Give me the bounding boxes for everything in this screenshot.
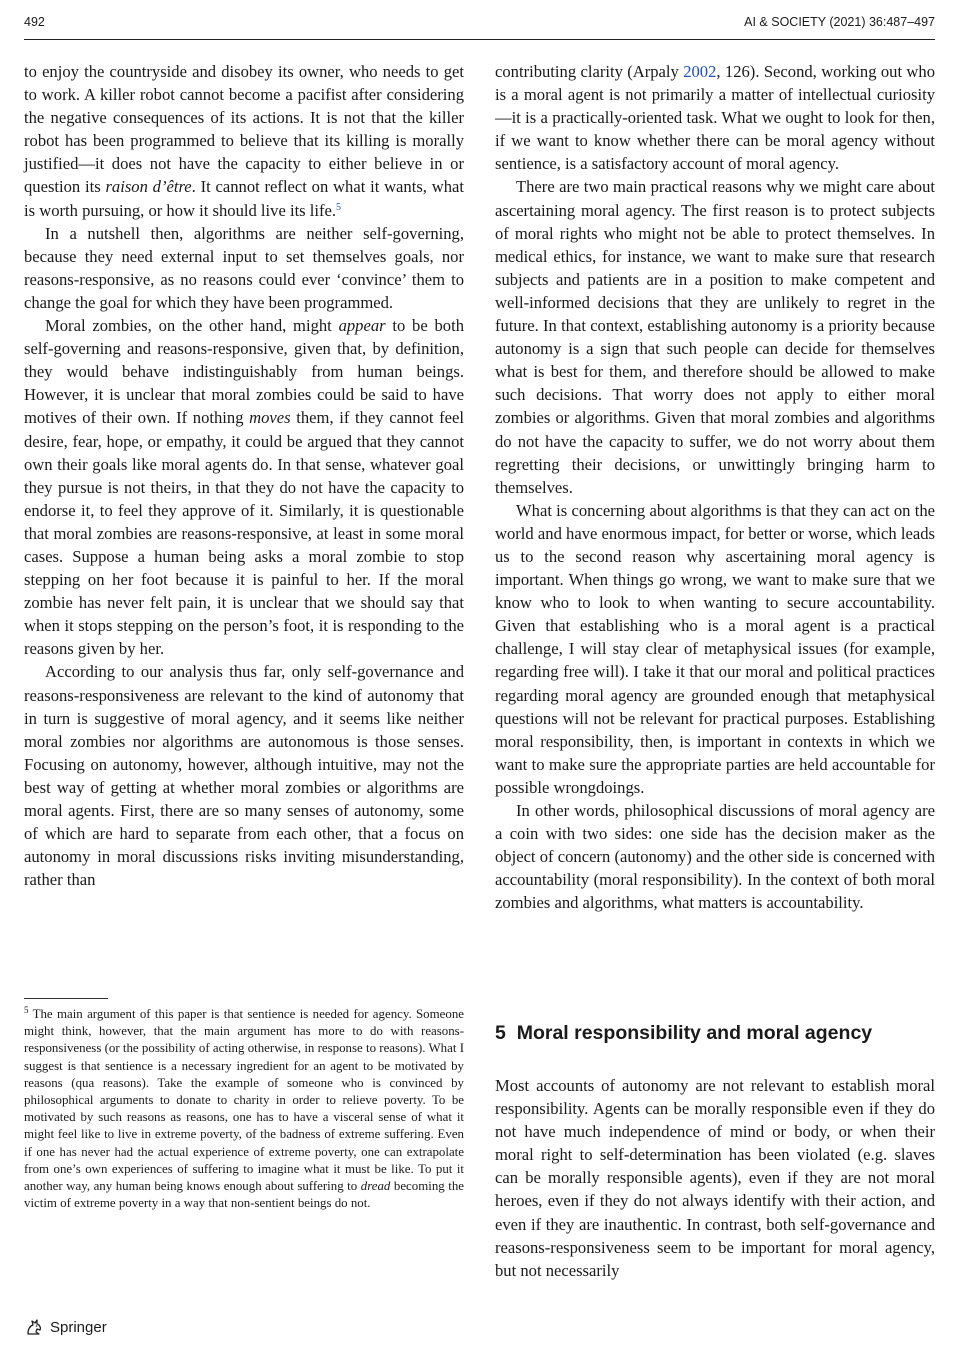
paragraph: Moral zombies, on the other hand, might appear to be both self-governing and reasons-responsive, given that, by definition, they would behave indistinguishably from human beings. However, it is unclear that moral zombies could be said to have motives of their own. If nothing moves them, if they cannot feel desire, fear, hope, or empathy, it could be argued that they cannot own their goals like moral agents do. In that sense, whatever goal they pursue is not theirs, in that they do not have the capacity to endorse it, to feel they approve of it. Similarly, it is questionable that moral zombies are reasons-responsive, at least in some moral cases. Suppose a human being asks a moral zombie to stop stepping on her foot because it is painful to her. If the moral zombie has never felt pain, it is unclear that we should say that when it stops stepping on the person’s foot, it is responding to the reasons given by her.	[24, 316, 464, 659]
paragraph: to enjoy the countryside and disobey its owner, who needs to get to work. A killer robot cannot become a pacifist after considering the negative consequences of its actions. It is not that the killer robot has been programmed to believe that its killing is morally justified—it does not have the capacity to either believe in or question its raison d’être. It cannot reflect on what it wants, what is worth pursuing, or how it should live its life.$^5$	[24, 62, 464, 220]
paragraph: There are two main practical reasons why we might care about ascertaining moral agency. The first reason is to protect subjects of moral rights who might not be able to protect themselves. In medical ethics, for instance, we want to make sure that research subjects and patients are in a position to make competent and well-informed decisions that they are unlikely to regret in the future. In that context, establishing autonomy is a priority because autonomy is a sign that such people can decide for themselves what is best for them, and therefore should be allowed to make such decisions. That worry does not apply to either moral zombies or algorithms. Given that moral zombies and algorithms do not have the capacity to suffer, we do not worry about them regretting their decisions, or unwittingly bringing harm to themselves.	[495, 177, 935, 497]
paragraph: In other words, philosophical discussions of moral agency are a coin with two sides: one side has the decision maker as the object of concern (autonomy) and the other side is concerned with accountability (moral responsibility). In the context of both moral zombies and algorithms, what matters is accountability.	[495, 801, 935, 913]
citation-link[interactable]: 2002	[683, 62, 717, 81]
paragraph: Most accounts of autonomy are not relevant to establish moral responsibility. Agents can be morally responsible even if they do not have much independence of mind or body, or when their moral right to self-determination has been violated (e.g. slaves can be morally responsible agents), even if they are not moral heroes, even if they do not always identify with their action, and even if they are inauthentic. In contrast, both self-governance and reasons-responsiveness seem to be important for moral agency, but not necessarily	[495, 1076, 935, 1280]
footnote: $^5$ The main argument of this paper is that sentience is needed for agency. Someone might think, however, that the main argument has more to do with reasons-responsiveness (or the possibility of acting otherwise, in response to reasons). What I suggest is that sentience is a necessary ingredient for an agent to be motivated by reasons (qua reasons). Take the example of someone who is convinced by philosophical arguments to donate to charity in order to relieve poverty. To be motivated by such reasons as reasons, one has to have a visceral sense of what it might feel like to live in extreme poverty, of the badness of extreme suffering. Even if one has never had the actual experience of extreme poverty, one can extrapolate from one’s own experiences of suffering to imagine what it must be like. To put it another way, any human being knows enough about suffering to dread becoming the victim of extreme poverty in a way that non-sentient beings do not.	[24, 1005, 465, 1211]
footnote-number: 5	[24, 1005, 29, 1015]
footnote-reference[interactable]: 5	[336, 201, 342, 213]
springer-horse-icon	[24, 1317, 44, 1337]
emphasis: raison d’être	[105, 177, 192, 197]
section-body	[495, 1074, 935, 1282]
section-number: 5	[495, 1022, 506, 1044]
publisher-logo	[24, 1316, 107, 1338]
paragraph: What is concerning about algorithms is that they can act on the world and have enormous impact, for better or worse, which leads us to the second reason why ascertaining moral agency is important. When things go wrong, we want to make sure that we know who to look to when wanting to secure accountability. Given that establishing who is a moral agent is a practical challenge, I will stay clear of metaphysical issues (for example, regarding free will). I take it that our moral and political practices regarding moral agency are grounded enough that metaphysical questions will not be relevant for practical purposes. Establishing moral responsibility, then, is important in contexts in which we want to make sure the appropriate parties are held accountable for possible wrongdoings.	[495, 500, 935, 797]
section-heading	[495, 1022, 935, 1045]
footnote-divider	[24, 998, 108, 999]
emphasis: dread	[360, 1179, 391, 1194]
publisher-name: Springer	[50, 1318, 107, 1336]
paragraph: In a nutshell then, algorithms are neither self-governing, because they need external input to set themselves goals, nor reasons-responsive, as no reasons could ever ‘convince’ them to change the goal for which they have been programmed.	[24, 223, 464, 312]
journal-citation: AI & SOCIETY (2021) 36:487–497	[744, 15, 935, 29]
section-title: Moral responsibility and moral agency	[516, 1022, 873, 1044]
running-header	[24, 13, 935, 40]
paragraph: According to our analysis thus far, only self-governance and reasons-responsiveness are relevant to the kind of autonomy that in turn is suggestive of moral agency, and it seems like neither moral zombies nor algorithms are autonomous is those senses. Focusing on autonomy, however, although intuitive, may not the best way of getting at whether moral zombies or algorithms are moral agents. First, there are so many senses of autonomy, some of which are hard to separate from each other, that a focus on autonomy in moral discussions risks inviting misunderstanding, rather than	[24, 662, 464, 890]
page-number: 492	[24, 15, 45, 29]
emphasis: appear	[338, 316, 386, 336]
paragraph: contributing clarity (Arpaly 2002, 126). Second, working out who is a moral agent is not primarily a matter of intellectual curiosity—it is a practically-oriented task. What we ought to look for then, if we want to know whether there can be moral agency without sentience, is a satisfactory account of moral agency.	[495, 62, 936, 174]
emphasis: moves	[249, 408, 291, 428]
left-column	[24, 60, 464, 891]
right-column	[495, 60, 935, 914]
